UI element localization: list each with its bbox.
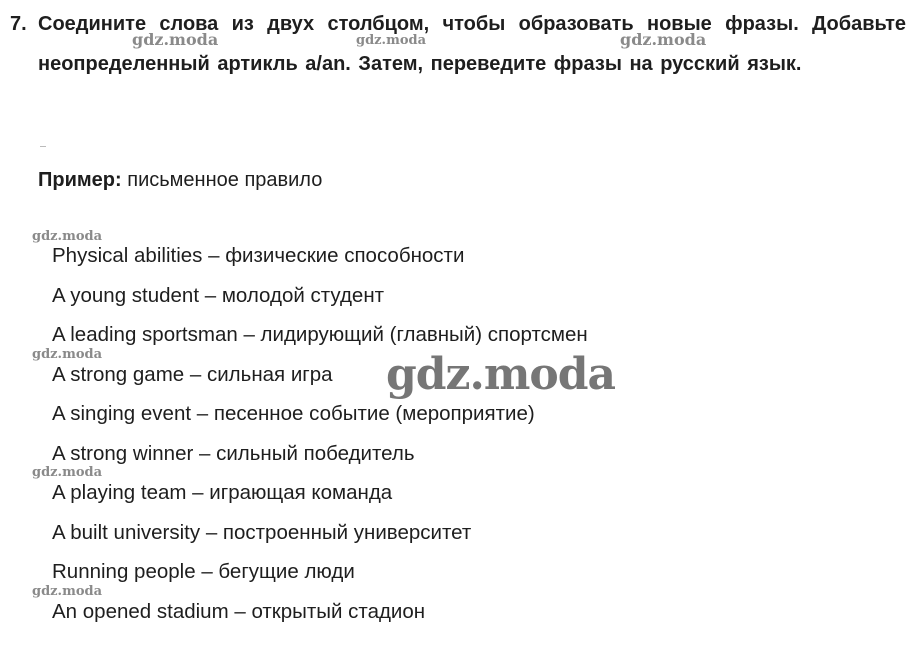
watermark: gdz.moda (32, 229, 103, 244)
answer-item: An opened stadium – открытый стадион (52, 599, 426, 623)
watermark: gdz.moda (620, 30, 707, 49)
answer-list (52, 242, 588, 637)
example-line (38, 166, 322, 194)
task-instruction: Соедините слова из двух столбцом, чтобы образовать новые фразы. Добавьте неопределенный артикль a/an. Затем, переведите фразы на русский язык. (38, 13, 906, 75)
task-number: 7. (10, 13, 27, 35)
answer-item: A playing team – играющая команда (52, 481, 393, 504)
answer-item: A built university – построенный университет (52, 520, 472, 544)
watermark: gdz.moda (132, 30, 219, 49)
answer-item: Physical abilities – физические способности (52, 244, 465, 267)
answer-item: A strong winner – сильный победитель (52, 441, 415, 465)
watermark: gdz.moda (32, 584, 103, 599)
answer-item: A leading sportsman – лидирующий (главный) спортсмен (52, 323, 588, 346)
example-label: Пример: (38, 169, 122, 191)
answer-item: A singing event – песенное событие (мероприятие) (52, 402, 535, 425)
watermark: gdz.moda (32, 347, 103, 362)
answer-item: A young student – молодой студент (52, 283, 385, 307)
answer-item: A strong game – сильная игра (52, 362, 333, 386)
watermark: gdz.moda (32, 465, 103, 480)
watermark: gdz.moda (356, 33, 427, 48)
watermark-large: gdz.moda (386, 349, 616, 400)
example-text: письменное правило (127, 169, 323, 191)
answer-item: Running people – бегущие люди (52, 560, 355, 583)
divider-mark (40, 146, 46, 147)
